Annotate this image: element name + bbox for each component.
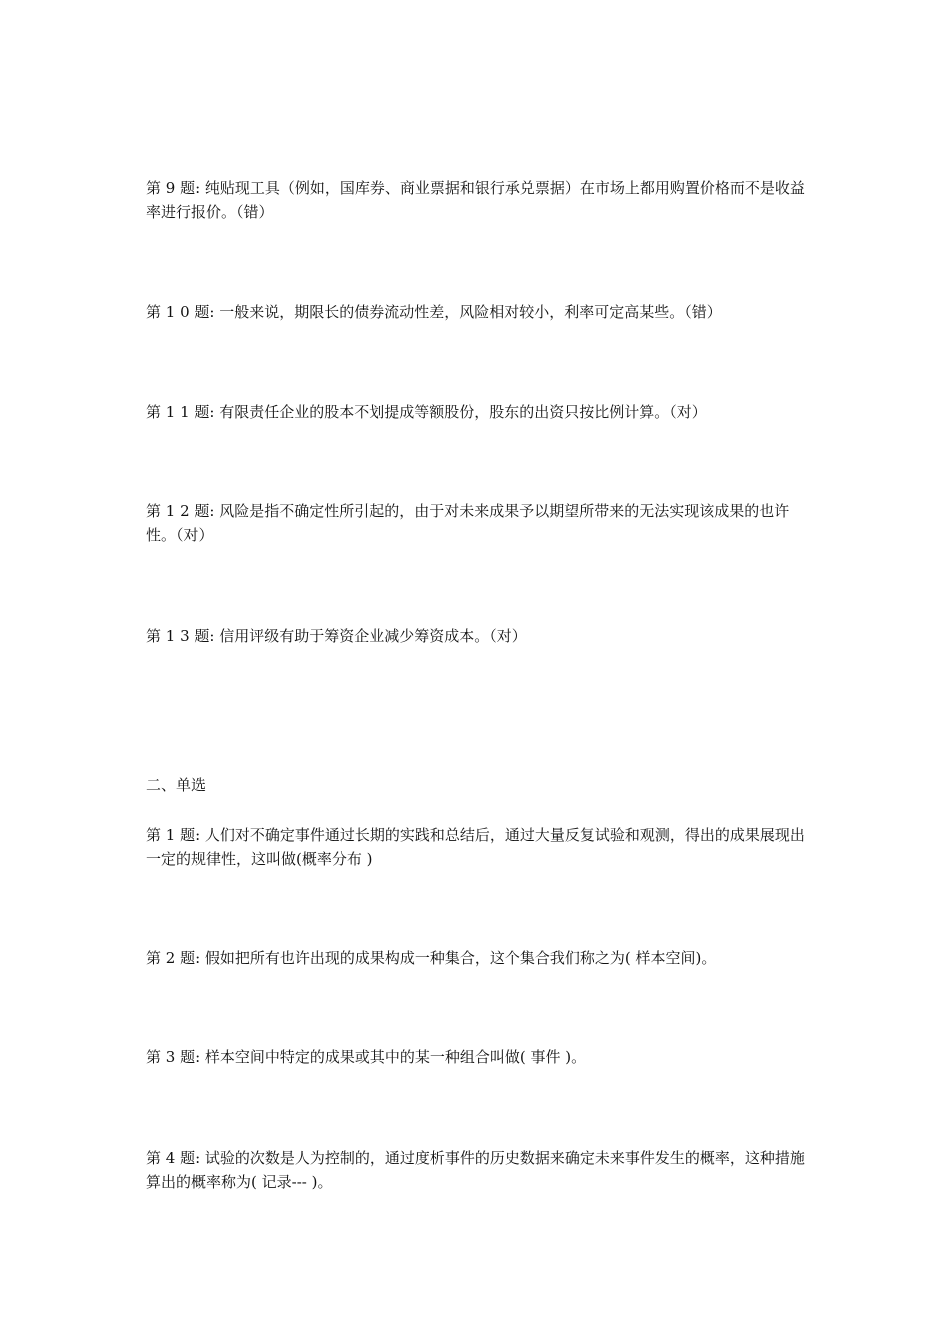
single-choice-question-4: 第 4 题: 试验的次数是人为控制的，通过度析事件的历史数据来确定未来事件发生的概率，这种措施算出的概率称为( 记录--- )。	[146, 1149, 805, 1191]
single-choice-question-2: 第 2 题: 假如把所有也许出现的成果构成一种集合，这个集合我们称之为( 样本空间)。	[146, 949, 717, 967]
single-choice-question-3: 第 3 题: 样本空间中特定的成果或其中的某一种组合叫做( 事件 )。	[146, 1048, 587, 1066]
question-13: 第 1 3 题: 信用评级有助于筹资企业减少筹资成本。（对）	[146, 627, 527, 645]
question-11: 第 1 1 题: 有限责任企业的股本不划提成等额股份，股东的出资只按比例计算。（对）	[146, 403, 707, 421]
section-heading-single-choice: 二、单选	[146, 776, 207, 794]
question-9: 第 9 题: 纯贴现工具（例如，国库券、商业票据和银行承兑票据）在市场上都用购置价格而不是收益率进行报价。（错）	[146, 179, 805, 221]
question-10: 第 1 0 题: 一般来说，期限长的债券流动性差，风险相对较小，利率可定高某些。（错）	[146, 303, 722, 321]
question-12: 第 1 2 题: 风险是指不确定性所引起的，由于对未来成果予以期望所带来的无法实现该成果的也许性。（对）	[146, 502, 790, 544]
single-choice-question-1: 第 1 题: 人们对不确定事件通过长期的实践和总结后，通过大量反复试验和观测，得出的成果展现出一定的规律性，这叫做(概率分布 )	[146, 826, 805, 868]
